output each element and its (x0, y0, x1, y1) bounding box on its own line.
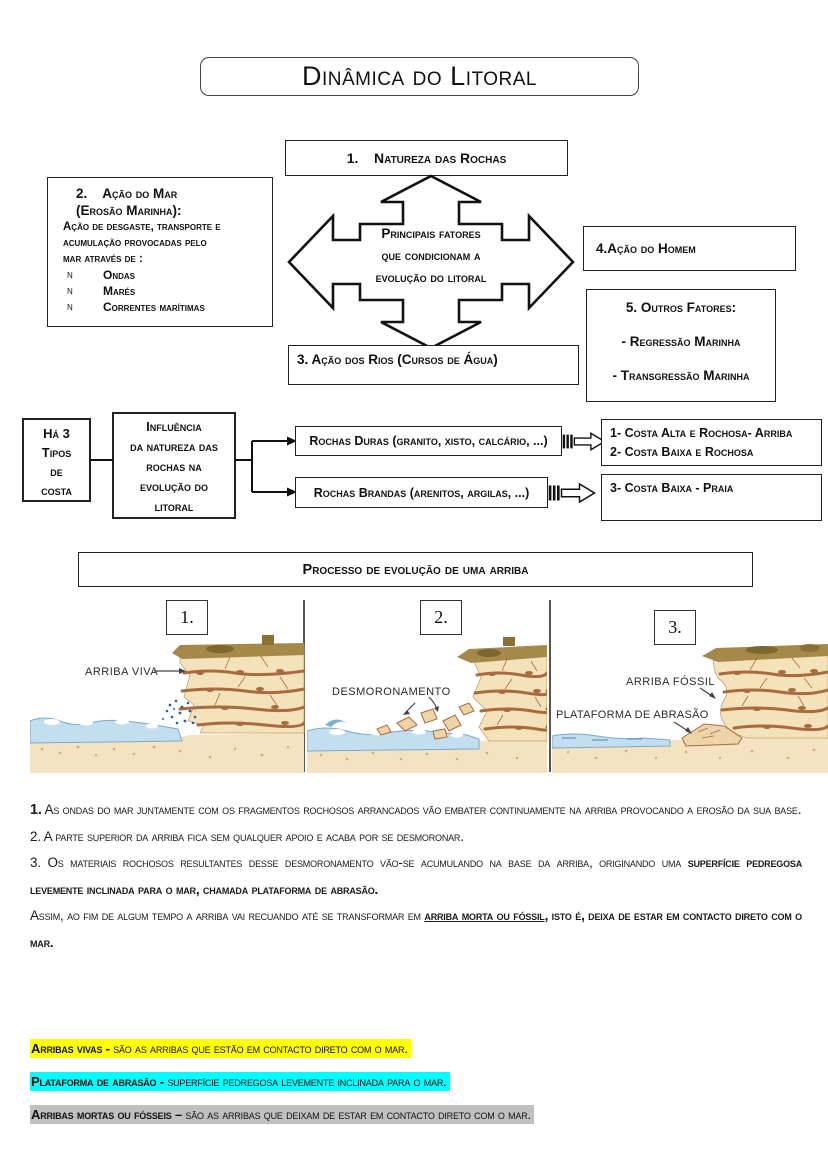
bullet-ondas: ν Ondas (67, 268, 136, 282)
outros-fatores-item-1: - Regressão Marinha (621, 334, 741, 349)
nu-bullet-icon: ν (67, 285, 73, 297)
outros-fatores-item-2: - Transgressão Marinha (612, 368, 750, 383)
panel-1-number: 1. (166, 600, 208, 635)
definitions-list (30, 1038, 810, 1137)
factor-box-acao-homem: 4.Ação do Homem (583, 226, 796, 271)
nu-bullet-icon: ν (67, 269, 73, 281)
paragraph-2: 2. A parte superior da arriba fica sem qualquer apoio e acaba por se desmoronar. (30, 828, 464, 844)
arrowhead-icon (685, 727, 692, 734)
factor-box-natureza-rochas (285, 140, 568, 176)
costa-result-1: 1- Costa Alta e Rochosa- Arriba (610, 426, 793, 440)
costa-result-3: 3- Costa Baixa - Praia (610, 481, 734, 495)
illustration-arriba-viva (30, 633, 305, 773)
panel-2-number: 2. (420, 600, 462, 635)
definition-plataforma-abrasao: Plataforma de abrasão - superfície pedregosa levemente inclinada para o mar. (30, 1071, 810, 1092)
factor-box-outros-fatores (586, 289, 776, 402)
page-title (200, 57, 639, 96)
costa-result-2: 2- Costa Baixa e Rochosa (610, 445, 754, 459)
acao-mar-desc-1: Ação de desgaste, transporte e (63, 221, 221, 233)
page-title-text: Dinâmica do Litoral (302, 61, 537, 91)
label-desmoronamento: DESMORONAMENTO (332, 686, 451, 698)
paragraph-1: 1. As ondas do mar juntamente com os fragmentos rochosos arrancados vão embater continuamente na arriba provocando a erosão da sua base. (30, 802, 802, 818)
outros-fatores-title: 5. Outros Fatores: (625, 300, 737, 315)
block-arrow-icon (562, 428, 606, 455)
panel-3-number: 3. (654, 610, 696, 645)
arrowhead-icon (403, 710, 410, 715)
label-arriba-viva: ARRIBA VIVA (85, 666, 159, 678)
definition-arribas-mortas: Arribas mortas ou fósseis – são as arribas que deixam de estar em contacto direto com o mar. (30, 1104, 810, 1125)
bullet-mares: ν Marés (67, 284, 136, 298)
definition-arribas-vivas: Arribas vivas - são as arribas que estão em contacto direto com o mar. (30, 1038, 810, 1059)
arrowhead-icon (709, 692, 716, 699)
influence-box: Influência da natureza das rochas na evolução do litoral (112, 412, 236, 519)
block-arrow-icon (548, 479, 596, 507)
costa-rochosa-results-box (601, 419, 822, 466)
acao-mar-title-2: (Erosão Marinha): (76, 203, 182, 218)
principal-factors-label: Principais fatores que condicionam a evolução do litoral (375, 226, 487, 285)
panel-divider (549, 600, 551, 772)
rochas-duras-box: Rochas Duras (granito, xisto, calcário, ...) (295, 426, 562, 456)
nu-bullet-icon: ν (67, 301, 73, 313)
factor-box-acao-mar (47, 177, 273, 327)
explanation-text (30, 797, 802, 956)
factor-box-natureza-rochas-label: 1. Natureza das Rochas (346, 150, 507, 166)
acao-mar-title-1: 2. Ação do Mar (76, 186, 178, 201)
label-plataforma-abrasao: PLATAFORMA DE ABRASÃO (556, 709, 709, 721)
coast-types-box: Há 3 Tipos de costa (22, 418, 91, 502)
branch-connector-lines (88, 410, 303, 530)
costa-praia-result-box (601, 474, 822, 521)
acao-mar-desc-3: mar através de : (63, 253, 143, 265)
rochas-brandas-box: Rochas Brandas (arenitos, argilas, ...) (295, 477, 548, 508)
illustration-arriba-fossil (552, 638, 828, 773)
bullet-correntes: ν Correntes marítimas (67, 300, 205, 314)
illustration-desmoronamento (307, 633, 547, 773)
acao-mar-desc-2: acumulação provocadas pelo (63, 237, 207, 249)
paragraph-4: Assim, ao fim de algum tempo a arriba vai recuando até se transformar em arriba morta ou fóssil, isto é, deixa de estar em contacto direto com o mar. (30, 908, 802, 950)
paragraph-3: 3. Os materiais rochosos resultantes desse desmoronamento vão-se acumulando na base da arriba, originando uma superfície pedregosa levemente inclinada para o mar, chamada plataforma de abrasão. (30, 855, 802, 897)
factor-box-acao-rios: 3. Ação dos Rios (Cursos de Água) (288, 345, 579, 385)
process-section-header: Processo de evolução de uma arriba (78, 552, 753, 587)
label-arriba-fossil: ARRIBA FÓSSIL (626, 676, 716, 688)
